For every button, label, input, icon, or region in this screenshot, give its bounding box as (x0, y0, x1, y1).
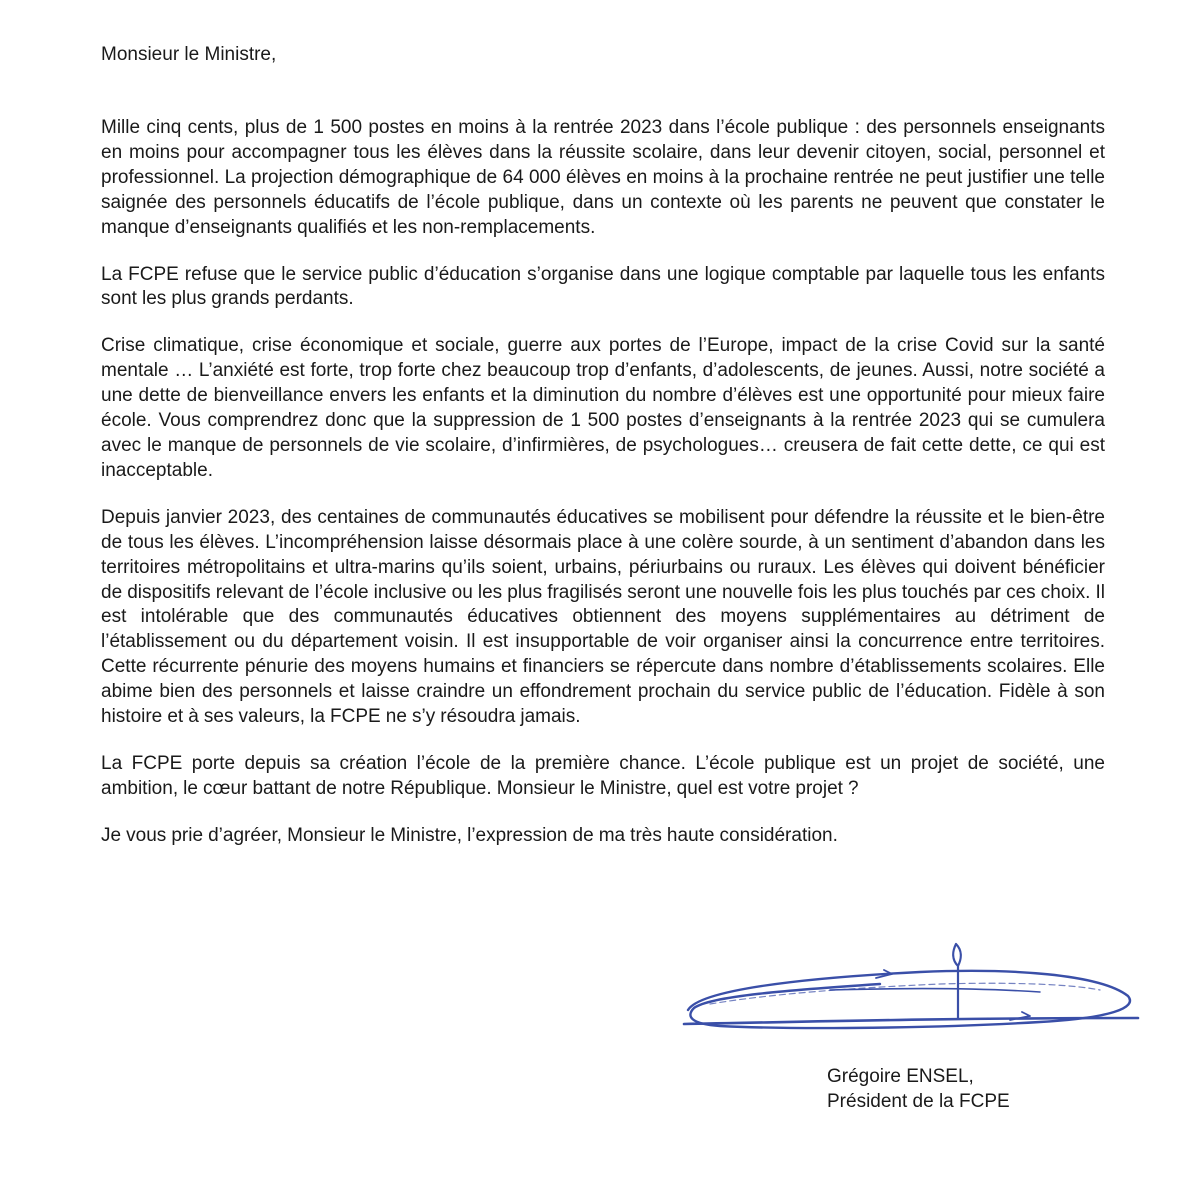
signature-baseline (830, 989, 1040, 992)
paragraph-crise: Crise climatique, crise économique et sociale, guerre aux portes de l’Europe, impact de la crise Covid sur la santé mentale … L’anxiété est forte, trop forte chez beaucoup trop d’enfants, d’adolescents, de jeunes. Aussi, notre société a une dette de bienveillance envers les enfants et la diminution du nombre d’élèves est une opportunité pour mieux faire école. Vous comprendrez donc que la suppression de 1 500 postes d’enseignants à la rentrée 2023 qui se cumulera avec le manque de personnels de vie scolaire, d’infirmières, de psychologues… creusera de fait cette dette, ce qui est inacceptable. (101, 335, 1105, 481)
signer-block (827, 1064, 1010, 1114)
letter-body (101, 116, 1105, 849)
signer-title: Président de la FCPE (827, 1091, 1010, 1112)
handwritten-signature (680, 938, 1140, 1038)
paragraph-premiere-chance: La FCPE porte depuis sa création l’école de la première chance. L’école publique est un projet de société, une ambition, le cœur battant de notre République. Monsieur le Ministre, quel est votre projet ? (101, 752, 1105, 799)
signature-strokes (684, 944, 1138, 1028)
salutation: Monsieur le Ministre, (101, 44, 277, 65)
signature-vertical (953, 944, 961, 1018)
paragraph-closing: Je vous prie d’agréer, Monsieur le Ministre, l’expression de ma très haute considération. (101, 824, 838, 846)
signer-name: Grégoire ENSEL, (827, 1066, 974, 1087)
paragraph-postes: Mille cinq cents, plus de 1 500 postes en moins à la rentrée 2023 dans l’école publique : des personnels enseignants en moins pour accompagner tous les élèves dans la réussite scolaire, dans leur devenir citoyen, social, personnel et professionnel. La projection démographique de 64 000 élèves en moins à la prochaine rentrée ne peut justifier une telle saignée des personnels éducatifs de l’école publique, dans un contexte où les parents ne peuvent que constater le manque d’enseignants qualifiés et les non-remplacements. (101, 117, 1105, 238)
signature-underline (684, 1018, 1138, 1024)
paragraph-logique-comptable: La FCPE refuse que le service public d’éducation s’organise dans une logique comptable par laquelle tous les enfants sont les plus grands perdants. (101, 263, 1105, 310)
paragraph-mobilisation: Depuis janvier 2023, des centaines de communautés éducatives se mobilisent pour défendre la réussite et le bien-être de tous les élèves. L’incompréhension laisse désormais place à une colère sourde, à un sentiment d’abandon dans les territoires métropolitains et ultra-marins qu’ils soient, urbains, périurbains ou ruraux. Les élèves qui doivent bénéficier de dispositifs relevant de l’école inclusive ou les plus fragilisés seront une nouvelle fois les plus touchés par ces choix. Il est intolérable que des communautés éducatives obtiennent des moyens supplémentaires au détriment de l’établissement ou du département voisin. Il est insupportable de voir organiser ainsi la concurrence entre territoires. Cette récurrente pénurie des moyens humains et financiers se répercute dans nombre d’établissements scolaires. Elle abime bien des personnels et laisse craindre un effondrement prochain du service public de l’éducation. Fidèle à son histoire et à ses valeurs, la FCPE ne s’y résoudra jamais. (101, 506, 1105, 728)
